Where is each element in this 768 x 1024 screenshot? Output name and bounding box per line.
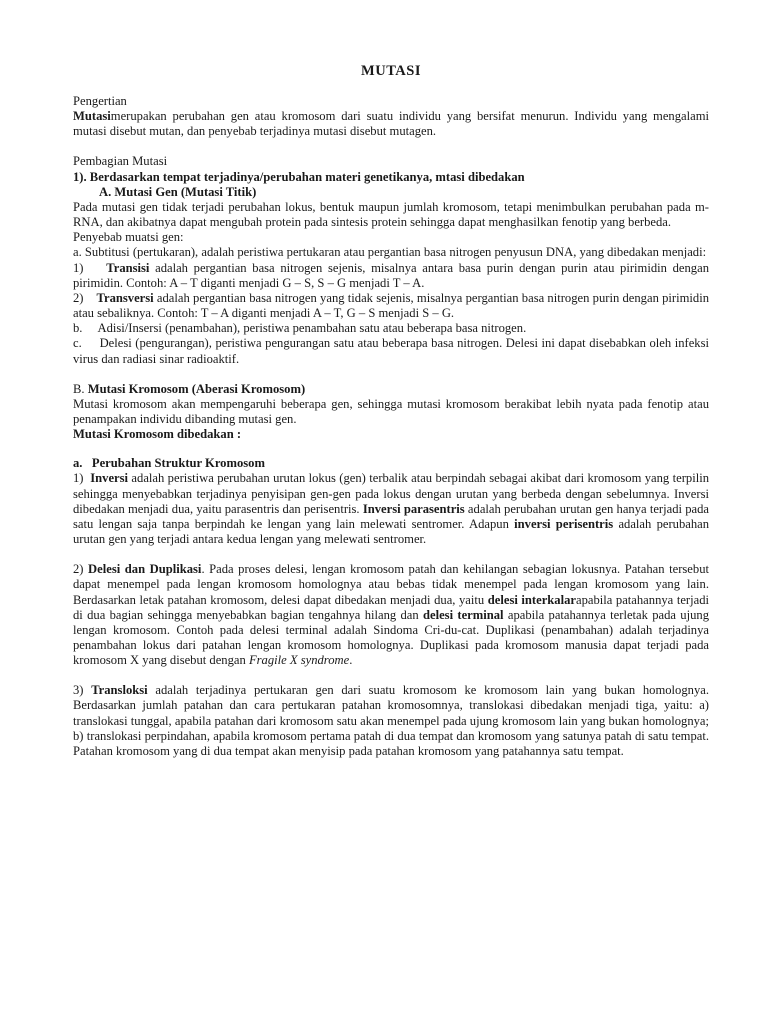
delesi-item: c. Delesi (pengurangan), peristiwa pengurangan satu atau beberapa basa nitrogen. Delesi ini dapat disebabkan oleh infeksi virus dan radiasi sinar radioaktif. (73, 336, 713, 366)
document-body (73, 62, 713, 759)
mutasi-kromosom-heading (73, 382, 709, 397)
section-b-prefix: B. (73, 381, 88, 396)
transisi-term: Transisi (106, 260, 150, 275)
dibedakan-label: Mutasi Kromosom dibedakan : (73, 427, 242, 442)
translokasi-number: 3) (73, 683, 92, 698)
delesi-interkalar-term: delesi interkalar (487, 592, 576, 607)
point-1-heading: 1). Berdasarkan tempat terjadinya/perubahan materi genetikanya, mtasi dibedakan (73, 169, 525, 184)
translokasi-text: adalah terjadinya pertukaran gen dari suatu kromosom ke kromosom lain yang bukan homolognya. Berdasarkan jumlah patahan dan cara pertukaran patahan kromosomnya, translokasi dibedakan menjadi tiga, yaitu: a) translokasi tunggal, apabila patahan dari kromosom satu akan menempel pada ujung kromosom lain yang bukan homolognya; b) translokasi perpindahan, apabila kromosom pertama patah di dua tempat dan kromosom yang satunya patah di satu tempat. Patahan kromosom yang di dua tempat akan menyisip pada patahan kromosom yang patahannya satu tempat. (73, 683, 709, 758)
inversi-text-1: adalah peristiwa perubahan urutan lokus (gen) terbalik atau berpindah sebagai akibat dari kromosom yang terpilin sehingga menyebabkan terjadinya penyisipan gen-gen pada lokus dengan urutan yang berbeda dengan sebelumnya. Inversi dibedakan menjadi dua, yaitu parasentris dan perisentris. (73, 471, 709, 516)
inversi-number: 1) (73, 471, 91, 486)
delesi-text-3: apabila patahannya terletak pada ujung lengan kromosom. Contoh pada delesi terminal adalah Sindoma Cri-du-cat. Duplikasi (penambahan) adalah terjadinya penambahan lokus dari patahan lengan kromosom homolognya. Duplikasi pada kromosom manusia dapat terjadi pada kromosom X yang disebut dengan (73, 607, 709, 668)
mutasi-gen-heading: A. Mutasi Gen (Mutasi Titik) (99, 184, 257, 199)
translokasi-paragraph (73, 683, 709, 759)
delesi-text-2: apabila patahannya terjadi di dua bagian sehingga menyebabkan bagian tengahnya hilang dan (73, 592, 709, 622)
transversi-item (73, 291, 709, 321)
delesi-number: 2) (73, 562, 89, 577)
delesi-end: . (349, 653, 353, 668)
inversi-text-3: adalah perubahan urutan gen yang terjadi antara kedua lengan yang melewati sentromer. (73, 516, 710, 547)
page-title: MUTASI (361, 63, 421, 79)
penyebab-label: Penyebab muatsi gen: (73, 230, 184, 245)
delesi-duplikasi-paragraph (73, 562, 709, 668)
transisi-item (73, 261, 709, 291)
struktur-heading: a. Perubahan Struktur Kromosom (73, 456, 265, 471)
pengertian-heading: Pengertian (73, 94, 127, 108)
delesi-terminal-term: delesi terminal (422, 607, 504, 622)
transversi-term: Transversi (96, 290, 154, 305)
mutasi-term: Mutasi (73, 109, 111, 124)
inversi-paragraph (73, 471, 709, 547)
inversi-perisentris-term: inversi perisentris (514, 516, 614, 531)
delesi-duplikasi-term: Delesi dan Duplikasi (88, 562, 202, 577)
section-b-title: Mutasi Kromosom (Aberasi Kromosom) (87, 381, 306, 396)
mutasi-gen-paragraph: Pada mutasi gen tidak terjadi perubahan lokus, bentuk maupun jumlah kromosom, tetapi menimbulkan perubahan pada m-RNA, dan akibatnya dapat mengubah protein pada sintesis protein sehingga dapat menghasilkan fenotip yang berbeda. (73, 199, 709, 230)
pengertian-body: merupakan perubahan gen atau kromosom dari suatu individu yang bersifat menurun. Individu yang mengalami mutasi disebut mutan, dan penyebab terjadinya mutasi disebut mutagen. (73, 109, 709, 139)
fragile-x-term: Fragile X syndrome (248, 653, 350, 668)
transversi-text: adalah pergantian basa nitrogen yang tidak sejenis, misalnya pergantian basa nitrogen purin dengan pirimidin atau sebaliknya. Contoh: T – A diganti menjadi A – T, G – S menjadi S – G. (73, 290, 709, 321)
inversi-text-2: adalah perubahan urutan gen hanya terjadi pada satu lengan saja tanpa berpindah ke lengan yang lain melewati sentromer. Adapun (73, 501, 710, 531)
inversi-term: Inversi (90, 471, 129, 486)
transversi-number: 2) (73, 290, 97, 305)
translokasi-term: Transloksi (91, 683, 148, 698)
inversi-parasentris-term: Inversi parasentris (362, 501, 465, 516)
delesi-text-1: . Pada proses delesi, lengan kromosom patah dan kehilangan sebagian lokusnya. Patahan tersebut dapat menempel pada lengan kromosom homolognya atau bebas tidak menempel pada lengan kromosom yang lain. Berdasarkan letak patahan kromosom, delesi dapat dibedakan menjadi dua, yaitu (73, 562, 709, 607)
transisi-text: adalah pergantian basa nitrogen sejenis, misalnya antara basa purin dengan purin atau pirimidin dengan pirimidin. Contoh: A – T diganti menjadi G – S, S – G menjadi T – A. (73, 260, 709, 290)
transisi-number: 1) (73, 260, 107, 275)
pembagian-heading: Pembagian Mutasi (73, 154, 168, 169)
subtitusi-item: a. Subtitusi (pertukaran), adalah peristiwa pertukaran atau pergantian basa nitrogen penyusun DNA, yang dibedakan menjadi: (73, 245, 707, 260)
pengertian-paragraph (73, 109, 709, 139)
mutasi-kromosom-paragraph: Mutasi kromosom akan mempengaruhi beberapa gen, sehingga mutasi kromosom berakibat lebih nyata pada fenotip atau penampakan individu dibanding mutasi gen. (73, 396, 709, 426)
adisi-item: b. Adisi/Insersi (penambahan), peristiwa penambahan satu atau beberapa basa nitrogen. (73, 321, 527, 336)
